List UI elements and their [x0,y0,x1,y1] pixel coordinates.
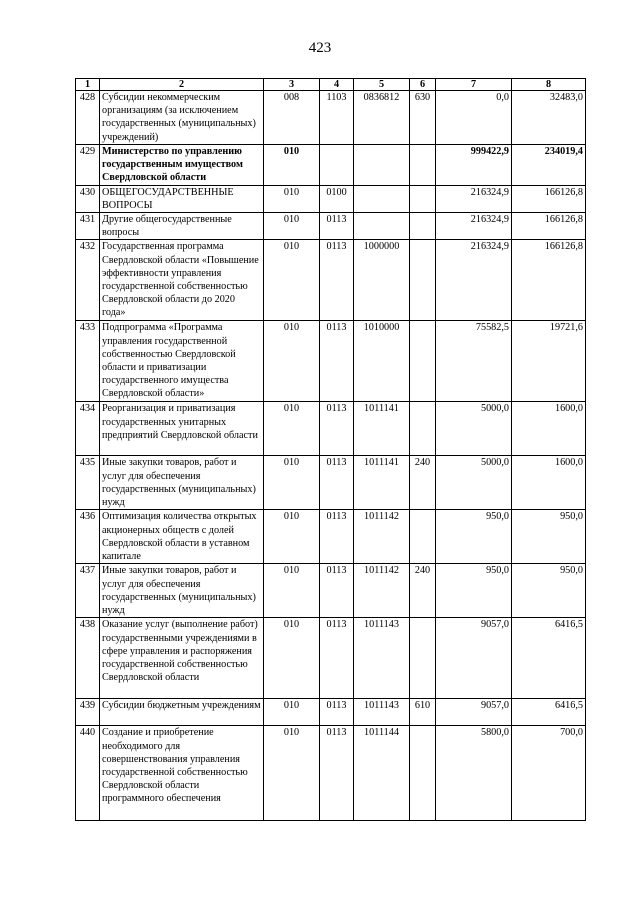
row-amount-8: 19721,6 [512,321,586,402]
row-amount-8: 166126,8 [512,185,586,212]
row-number: 428 [76,91,100,145]
row-code-4: 0113 [320,321,354,402]
row-code-5: 1011142 [354,510,410,564]
row-number: 439 [76,699,100,726]
row-name: Подпрограмма «Программа управления государственной собственностью Свердловской области и приватизации государственного имущества Свердловской области» [100,321,264,402]
row-number: 430 [76,185,100,212]
row-code-5: 1010000 [354,321,410,402]
row-code-6 [410,321,436,402]
row-code-6 [410,145,436,186]
table-row [76,91,586,145]
row-amount-7: 950,0 [436,564,512,618]
row-number: 429 [76,145,100,186]
row-code-6 [410,213,436,240]
row-number: 438 [76,618,100,699]
row-amount-7: 216324,9 [436,240,512,321]
row-amount-8: 6416,5 [512,618,586,699]
row-code-3: 010 [264,699,320,726]
row-name: Другие общегосударственные вопросы [100,213,264,240]
row-code-6 [410,618,436,699]
table-row [76,564,586,618]
row-code-4: 0113 [320,726,354,821]
row-code-5: 1000000 [354,240,410,321]
row-amount-7: 9057,0 [436,699,512,726]
row-code-3: 010 [264,726,320,821]
table-row [76,456,586,510]
row-code-3: 010 [264,185,320,212]
column-header: 6 [410,79,436,91]
table-row [76,240,586,321]
row-amount-7: 9057,0 [436,618,512,699]
row-amount-7: 5000,0 [436,402,512,456]
row-code-3: 010 [264,402,320,456]
row-amount-8: 6416,5 [512,699,586,726]
row-amount-8: 166126,8 [512,213,586,240]
budget-table [75,78,586,821]
row-code-5: 0836812 [354,91,410,145]
row-amount-8: 1600,0 [512,402,586,456]
row-number: 440 [76,726,100,821]
column-header: 7 [436,79,512,91]
table-row [76,726,586,821]
row-code-5: 1011141 [354,456,410,510]
row-amount-7: 216324,9 [436,185,512,212]
page-number: 423 [308,40,332,56]
table-row [76,321,586,402]
row-amount-8: 166126,8 [512,240,586,321]
column-header: 5 [354,79,410,91]
row-code-4: 0113 [320,456,354,510]
row-name: Государственная программа Свердловской области «Повышение эффективности управления государственной собственностью Свердловской области до 2020 года» [100,240,264,321]
column-header: 3 [264,79,320,91]
row-amount-7: 0,0 [436,91,512,145]
row-code-5: 1011143 [354,699,410,726]
row-number: 437 [76,564,100,618]
row-code-3: 010 [264,145,320,186]
row-number: 435 [76,456,100,510]
row-code-6: 240 [410,456,436,510]
row-code-4: 0113 [320,564,354,618]
row-code-6 [410,240,436,321]
table-row [76,213,586,240]
row-name: Субсидии некоммерческим организациям (за исключением государственных (муниципальных) учреждений) [100,91,264,145]
row-code-5: 1011144 [354,726,410,821]
row-code-3: 010 [264,213,320,240]
row-code-3: 010 [264,456,320,510]
row-number: 433 [76,321,100,402]
row-code-5 [354,185,410,212]
row-amount-7: 75582,5 [436,321,512,402]
row-name: Оптимизация количества открытых акционерных обществ с долей Свердловской области в уставном капитале [100,510,264,564]
row-code-4: 0113 [320,618,354,699]
row-amount-7: 5800,0 [436,726,512,821]
row-code-5 [354,213,410,240]
row-code-4: 0100 [320,185,354,212]
row-code-5 [354,145,410,186]
row-code-6: 240 [410,564,436,618]
table-row [76,145,586,186]
row-amount-8: 1600,0 [512,456,586,510]
row-code-6: 630 [410,91,436,145]
row-number: 434 [76,402,100,456]
row-code-6 [410,185,436,212]
row-name: Реорганизация и приватизация государственных унитарных предприятий Свердловской области [100,402,264,456]
row-amount-8: 700,0 [512,726,586,821]
table-row [76,699,586,726]
row-code-5: 1011141 [354,402,410,456]
column-header: 4 [320,79,354,91]
row-number: 431 [76,213,100,240]
table-header-row [76,79,586,91]
row-code-6 [410,726,436,821]
row-code-4: 0113 [320,240,354,321]
row-name: Иные закупки товаров, работ и услуг для обеспечения государственных (муниципальных) нужд [100,564,264,618]
row-code-6 [410,402,436,456]
row-amount-7: 5000,0 [436,456,512,510]
row-code-4: 1103 [320,91,354,145]
row-code-6 [410,510,436,564]
row-number: 436 [76,510,100,564]
row-name: Субсидии бюджетным учреждениям [100,699,264,726]
row-code-4: 0113 [320,213,354,240]
row-amount-8: 234019,4 [512,145,586,186]
row-amount-7: 999422,9 [436,145,512,186]
row-amount-7: 950,0 [436,510,512,564]
table-row [76,185,586,212]
row-amount-8: 950,0 [512,564,586,618]
column-header: 8 [512,79,586,91]
row-code-3: 010 [264,321,320,402]
row-code-4: 0113 [320,699,354,726]
row-code-3: 010 [264,618,320,699]
row-code-4: 0113 [320,402,354,456]
row-code-4 [320,145,354,186]
row-code-5: 1011142 [354,564,410,618]
row-name: Оказание услуг (выполнение работ) государственными учреждениями в сфере управления и распоряжения государственной собственностью Свердловской области [100,618,264,699]
row-code-4: 0113 [320,510,354,564]
row-code-3: 010 [264,510,320,564]
column-header: 2 [100,79,264,91]
row-amount-7: 216324,9 [436,213,512,240]
row-code-3: 010 [264,564,320,618]
row-number: 432 [76,240,100,321]
row-name: Создание и приобретение необходимого для совершенствования управления государственной собственностью Свердловской области программного обеспечения [100,726,264,821]
table-row [76,618,586,699]
row-amount-8: 32483,0 [512,91,586,145]
row-name: Иные закупки товаров, работ и услуг для обеспечения государственных (муниципальных) нужд [100,456,264,510]
table-row [76,402,586,456]
column-header: 1 [76,79,100,91]
row-code-3: 008 [264,91,320,145]
table-row [76,510,586,564]
row-code-6: 610 [410,699,436,726]
row-name: ОБЩЕГОСУДАРСТВЕННЫЕ ВОПРОСЫ [100,185,264,212]
row-code-5: 1011143 [354,618,410,699]
row-name: Министерство по управлению государственным имуществом Свердловской области [100,145,264,186]
row-code-3: 010 [264,240,320,321]
row-amount-8: 950,0 [512,510,586,564]
